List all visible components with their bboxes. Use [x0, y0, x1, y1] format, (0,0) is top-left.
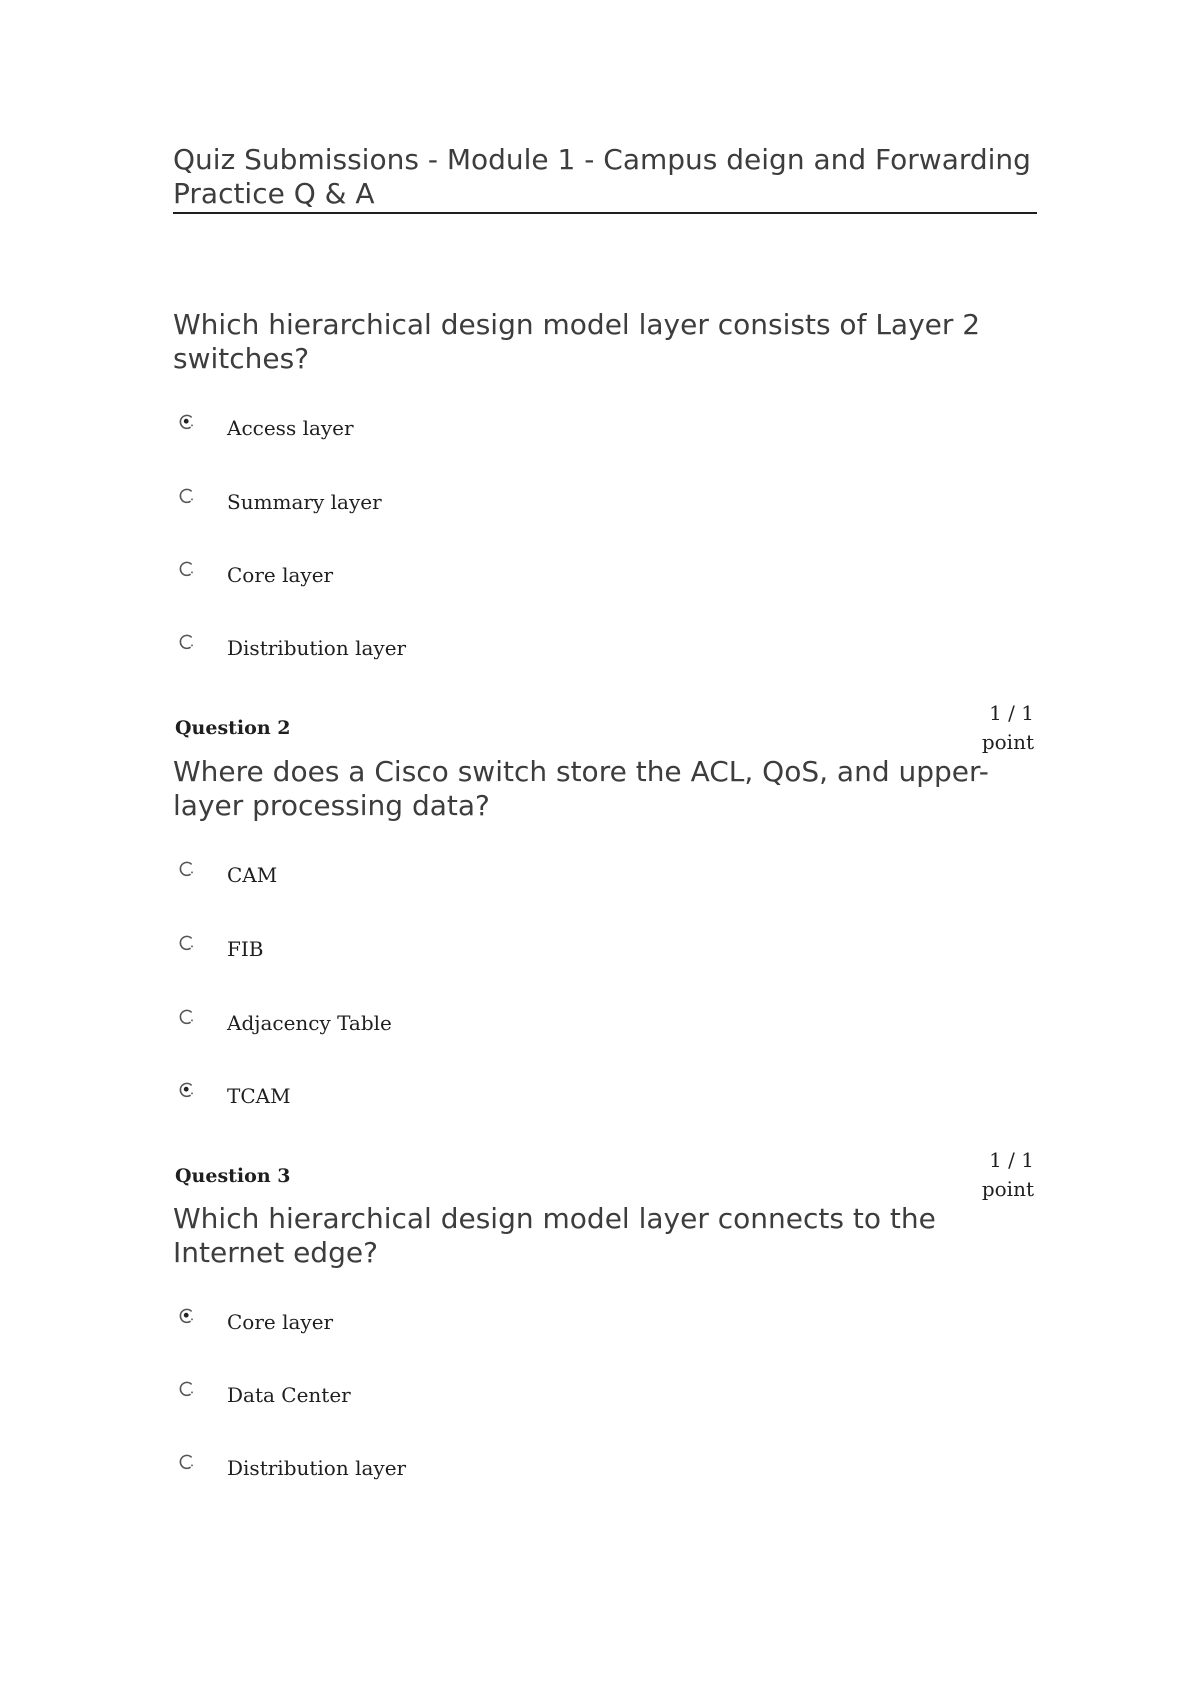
question-1-option-2[interactable]	[178, 487, 778, 517]
option-label: Access layer	[227, 416, 354, 440]
radio-ring	[180, 1382, 191, 1395]
radio-unselected-icon	[178, 934, 196, 952]
option-label: Core layer	[227, 1310, 334, 1334]
option-label: Distribution layer	[227, 636, 407, 660]
radio-unselected-icon	[178, 1453, 196, 1471]
radio-selected-icon[interactable]	[178, 1307, 196, 1325]
radio-tick	[191, 572, 193, 574]
question-2-option-2[interactable]	[178, 934, 778, 964]
radio-unselected-icon	[178, 633, 196, 651]
question-1-option-3[interactable]	[178, 560, 778, 590]
option-label: CAM	[227, 863, 278, 887]
question-1-text: Which hierarchical design model layer consists of Layer 2 switches?	[173, 308, 981, 375]
radio-selected-icon	[178, 1307, 196, 1325]
radio-ring	[180, 562, 191, 575]
points-unit: point	[981, 730, 1034, 754]
option-label: Core layer	[227, 563, 334, 587]
radio-ring	[180, 489, 191, 502]
radio-ring	[180, 862, 191, 875]
radio-tick	[191, 1093, 193, 1095]
radio-tick	[191, 946, 193, 948]
radio-tick	[191, 425, 193, 427]
radio-unselected-icon	[178, 487, 196, 505]
radio-dot	[184, 419, 189, 424]
radio-unselected-icon	[178, 560, 196, 578]
radio-unselected-icon[interactable]	[178, 1453, 196, 1471]
question-1-option-1[interactable]	[178, 413, 778, 443]
radio-ring	[180, 936, 191, 949]
radio-tick	[191, 645, 193, 647]
radio-ring	[180, 1455, 191, 1468]
points-unit: point	[981, 1177, 1034, 1201]
radio-tick	[191, 1392, 193, 1394]
option-label: TCAM	[227, 1084, 291, 1108]
question-2-option-1[interactable]	[178, 860, 778, 890]
radio-ring	[180, 1010, 191, 1023]
question-3-option-3[interactable]	[178, 1453, 778, 1483]
option-label: Summary layer	[227, 490, 382, 514]
radio-dot	[184, 1313, 189, 1318]
radio-unselected-icon[interactable]	[178, 560, 196, 578]
question-1-option-4[interactable]	[178, 633, 778, 663]
question-3-option-2[interactable]	[178, 1380, 778, 1410]
question-2-option-4[interactable]	[178, 1081, 778, 1111]
question-2-option-3[interactable]	[178, 1008, 778, 1038]
radio-unselected-icon[interactable]	[178, 487, 196, 505]
question-2-points	[914, 699, 1034, 757]
radio-tick	[191, 1020, 193, 1022]
radio-selected-icon[interactable]	[178, 413, 196, 431]
page-title: Quiz Submissions - Module 1 - Campus deign and Forwarding Practice Q & A	[173, 143, 1031, 210]
radio-tick	[191, 1465, 193, 1467]
radio-selected-icon	[178, 413, 196, 431]
title-block	[173, 143, 1037, 214]
question-3-label: Question 3	[175, 1165, 291, 1187]
radio-unselected-icon[interactable]	[178, 1380, 196, 1398]
question-2-text: Where does a Cisco switch store the ACL, QoS, and upper-layer processing data?	[173, 755, 989, 822]
radio-selected-icon	[178, 1081, 196, 1099]
radio-unselected-icon[interactable]	[178, 934, 196, 952]
radio-dot	[184, 1087, 189, 1092]
radio-unselected-icon	[178, 860, 196, 878]
question-3-text: Which hierarchical design model layer connects to the Internet edge?	[173, 1202, 936, 1269]
radio-unselected-icon[interactable]	[178, 633, 196, 651]
radio-unselected-icon	[178, 1380, 196, 1398]
radio-tick	[191, 499, 193, 501]
points-value: 1 / 1	[989, 701, 1034, 725]
radio-tick	[191, 1319, 193, 1321]
radio-unselected-icon[interactable]	[178, 860, 196, 878]
option-label: FIB	[227, 937, 264, 961]
question-2-label: Question 2	[175, 717, 291, 739]
radio-selected-icon[interactable]	[178, 1081, 196, 1099]
radio-tick	[191, 872, 193, 874]
points-value: 1 / 1	[989, 1148, 1034, 1172]
question-3-option-1[interactable]	[178, 1307, 778, 1337]
radio-unselected-icon[interactable]	[178, 1008, 196, 1026]
radio-unselected-icon	[178, 1008, 196, 1026]
radio-ring	[180, 635, 191, 648]
option-label: Data Center	[227, 1383, 351, 1407]
option-label: Distribution layer	[227, 1456, 407, 1480]
option-label: Adjacency Table	[227, 1011, 392, 1035]
question-3-points	[914, 1146, 1034, 1204]
